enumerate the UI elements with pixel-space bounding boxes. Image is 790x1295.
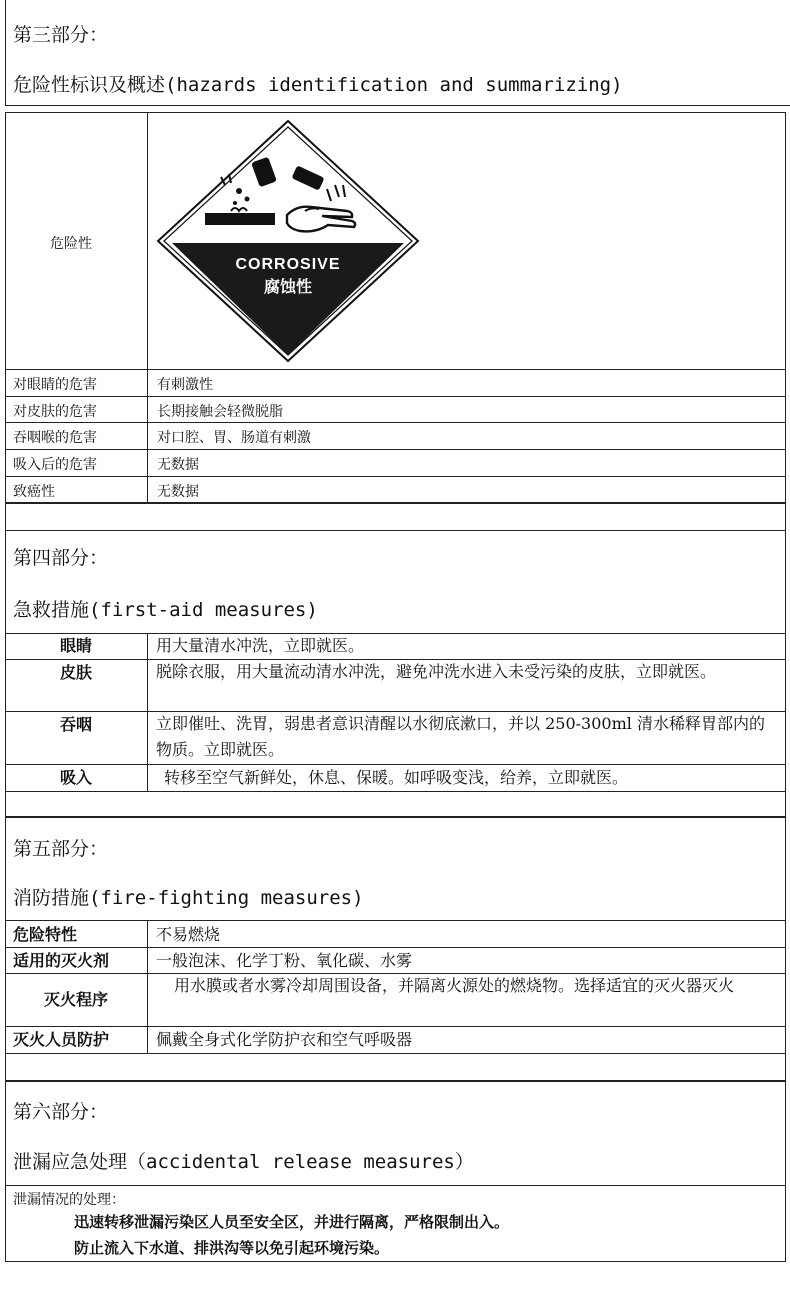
pictogram-text-en: CORROSIVE (235, 256, 341, 273)
section4-title: 第四部分： (13, 547, 109, 569)
hazard-carcinogen-value: 无数据 (157, 484, 199, 500)
pictogram-text-cn: 腐蚀性 (263, 277, 313, 296)
fire-protection-value: 佩戴全身式化学防护衣和空气呼吸器 (156, 1030, 413, 1049)
fire-procedure-label: 灭火程序 (43, 990, 108, 1009)
section3-title: 第三部分： (13, 24, 109, 46)
corrosive-pictogram (155, 119, 421, 363)
hazard-carcinogen-label: 致癌性 (13, 484, 55, 500)
hazard-eye-label: 对眼睛的危害 (13, 377, 97, 393)
hazard-throat-value: 对口腔、胃、肠道有刺激 (157, 430, 311, 446)
hazard-label: 危险性 (50, 236, 92, 252)
leak-line-1: 迅速转移泄漏污染区人员至安全区，并进行隔离，严格限制出入。 (74, 1213, 510, 1231)
hazard-inhale-label: 吸入后的危害 (13, 457, 97, 473)
firstaid-skin-label: 皮肤 (59, 663, 92, 682)
firstaid-eye-label: 眼睛 (59, 636, 92, 655)
section6-title: 第六部分： (13, 1101, 109, 1123)
fire-hazard-value: 不易燃烧 (156, 925, 221, 944)
hazard-eye-value: 有刺激性 (157, 377, 213, 393)
hazard-skin-value: 长期接触会轻微脱脂 (157, 404, 283, 420)
leak-line-2: 防止流入下水道、排洪沟等以免引起环境污染。 (74, 1239, 390, 1257)
hazard-throat-label: 吞咽喉的危害 (13, 430, 97, 446)
section5-title: 第五部分： (13, 838, 109, 860)
firstaid-swallow-label: 吞咽 (59, 715, 92, 734)
firstaid-inhale-value: 转移至空气新鲜处，休息、保暖。如呼吸变浅，给养，立即就医。 (164, 768, 629, 787)
leak-heading: 泄漏情况的处理： (13, 1192, 125, 1208)
fire-agent-value: 一般泡沫、化学丁粉、氧化碳、水雾 (156, 951, 413, 970)
hazard-inhale-value: 无数据 (157, 457, 199, 473)
fire-hazard-label: 危险特性 (13, 925, 78, 944)
fire-procedure-value: 用水膜或者水雾冷却周围设备，并隔离火源处的燃烧物。选择适宜的灭火器灭火 (174, 976, 735, 995)
firstaid-swallow-value: 立即催吐、洗胃，弱患者意识清醒以水彻底漱口，并以 250-300ml 清水稀释胃部内的物质。立即就医。 (156, 714, 765, 759)
fire-protection-label: 灭火人员防护 (13, 1030, 110, 1049)
section4-subtitle: 急救措施(first-aid measures) (13, 599, 318, 621)
section3-subtitle: 危险性标识及概述(hazards identification and summarizing) (13, 74, 623, 96)
firstaid-skin-value: 脱除衣服，用大量流动清水冲洗，避免冲洗水进入未受污染的皮肤，立即就医。 (156, 662, 717, 681)
hazard-skin-label: 对皮肤的危害 (13, 404, 97, 420)
section6-subtitle: 泄漏应急处理（accidental release measures） (13, 1151, 474, 1173)
firstaid-eye-value: 用大量清水冲洗，立即就医。 (156, 636, 365, 655)
section5-subtitle: 消防措施(fire-fighting measures) (13, 887, 364, 909)
firstaid-inhale-label: 吸入 (59, 768, 92, 787)
fire-agent-label: 适用的灭火剂 (13, 951, 110, 970)
